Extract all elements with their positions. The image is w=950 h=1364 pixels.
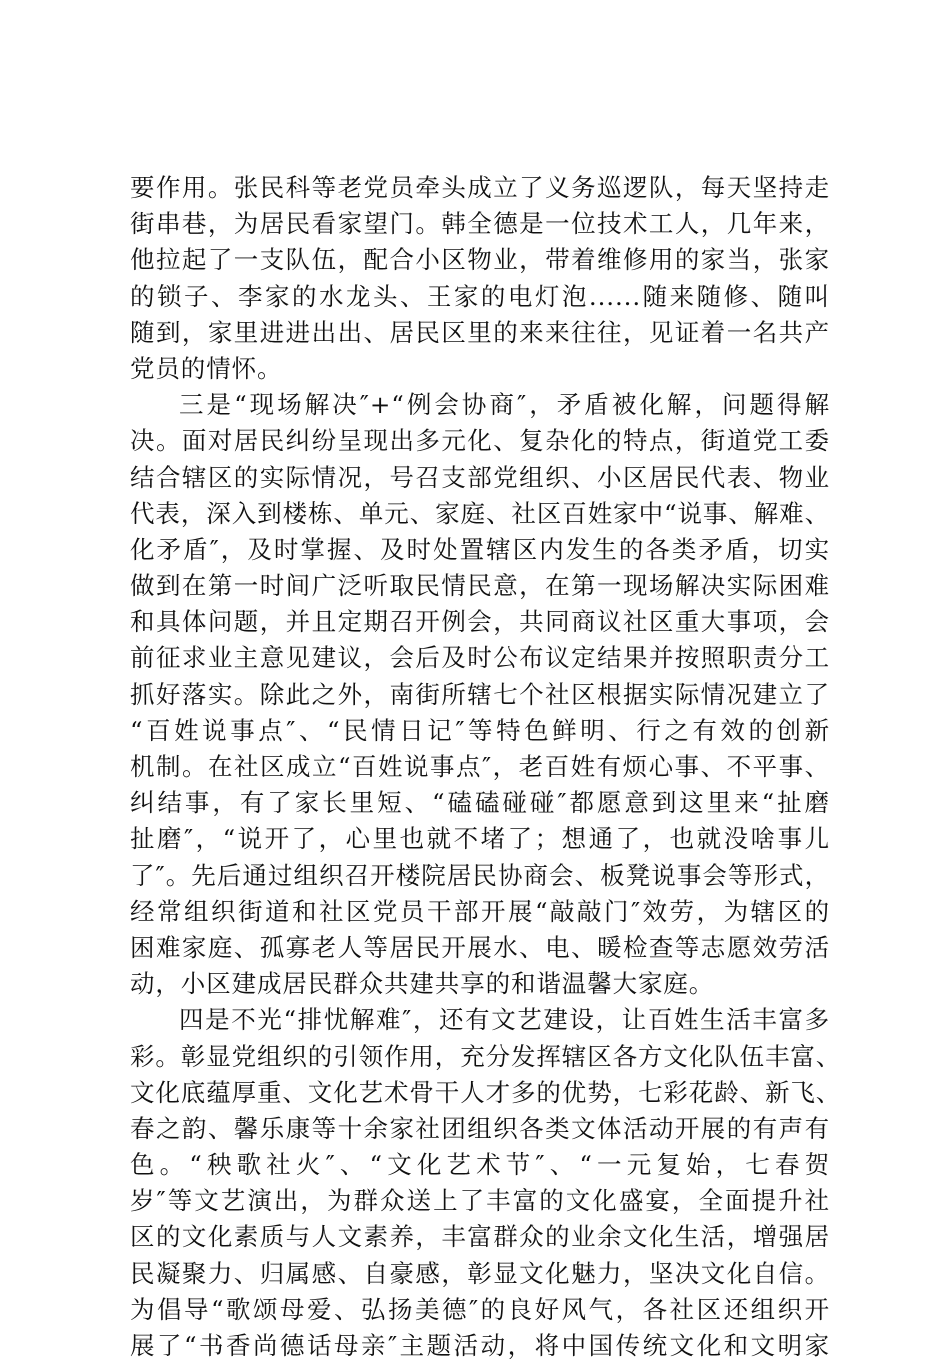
text-line: 街串巷，为居民看家望门。韩全德是一位技术工人，几年来， <box>130 209 830 239</box>
text-line: 抓好落实。除此之外，南街所辖七个社区根据实际情况建立了 <box>130 679 830 709</box>
text-line: 代表，深入到楼栋、单元、家庭、社区百姓家中“说事、解难、 <box>130 498 830 528</box>
text-line: “百姓说事点″、“民情日记″等特色鲜明、行之有效的创新 <box>130 715 830 745</box>
text-line: 和具体问题，并且定期召开例会，共同商议社区重大事项，会 <box>130 607 830 637</box>
text-line: 色。“秧歌社火″、“文化艺术节″、“一元复始，七春贺 <box>130 1150 830 1180</box>
text-line: 做到在第一时间广泛听取民情民意，在第一现场解决实际困难 <box>130 571 830 601</box>
text-line: 决。面对居民纠纷呈现出多元化、复杂化的特点，街道党工委 <box>130 426 830 456</box>
text-line: 动，小区建成居民群众共建共享的和谐温馨大家庭。 <box>130 969 715 999</box>
text-line: 他拉起了一支队伍，配合小区物业，带着维修用的家当，张家 <box>130 245 830 275</box>
text-line: 困难家庭、孤寡老人等居民开展水、电、暖检查等志愿效劳活 <box>130 932 830 962</box>
paragraph-start-line: 三是“现场解决″+“例会协商″，矛盾被化解，问题得解 <box>179 390 830 420</box>
text-line: 春之韵、馨乐康等十余家社团组织各类文体活动开展的有声有 <box>130 1113 830 1143</box>
text-line: 结合辖区的实际情况，号召支部党组织、小区居民代表、物业 <box>130 462 830 492</box>
text-line: 为倡导“歌颂母爱、弘扬美德″的良好风气，各社区还组织开 <box>130 1294 830 1324</box>
text-line: 前征求业主意见建议，会后及时公布议定结果并按照职责分工 <box>130 643 830 673</box>
text-line: 岁″等文艺演出，为群众送上了丰富的文化盛宴，全面提升社 <box>130 1186 830 1216</box>
text-line: 彩。彰显党组织的引领作用，充分发挥辖区各方文化队伍丰富、 <box>130 1041 842 1071</box>
paragraph-start-line: 四是不光“排忧解难″，还有文艺建设，让百姓生活丰富多 <box>179 1005 830 1035</box>
text-line: 随到，家里进进出出、居民区里的来来往往，见证着一名共产 <box>130 317 830 347</box>
text-line: 民凝聚力、归属感、自豪感，彰显文化魅力，坚决文化自信。 <box>130 1258 830 1288</box>
text-line: 文化底蕴厚重、文化艺术骨干人才多的优势，七彩花龄、新飞、 <box>130 1077 842 1107</box>
text-line: 区的文化素质与人文素养，丰富群众的业余文化生活，增强居 <box>130 1222 830 1252</box>
text-line: 党员的情怀。 <box>130 353 283 383</box>
text-line: 的锁子、李家的水龙头、王家的电灯泡......随来随修、随叫 <box>130 281 830 311</box>
text-line: 化矛盾″，及时掌握、及时处置辖区内发生的各类矛盾，切实 <box>130 534 830 564</box>
text-line: 要作用。张民科等老党员牵头成立了义务巡逻队，每天坚持走 <box>130 173 830 202</box>
text-line: 机制。在社区成立“百姓说事点″，老百姓有烦心事、不平事、 <box>130 752 830 781</box>
text-line: 经常组织街道和社区党员干部开展“敲敲门″效劳，为辖区的 <box>130 896 830 926</box>
text-line: 展了“书香尚德话母亲″主题活动，将中国传统文化和文明家 <box>130 1331 830 1360</box>
text-line: 纠结事，有了家长里短、“磕磕碰碰″都愿意到这里来“扯磨 <box>130 788 830 818</box>
body-text <box>130 170 842 1364</box>
text-line: 了″。先后通过组织召开楼院居民协商会、板凳说事会等形式， <box>130 860 830 890</box>
text-line: 扯磨″，“说开了，心里也就不堵了；想通了，也就没啥事儿 <box>130 824 830 854</box>
